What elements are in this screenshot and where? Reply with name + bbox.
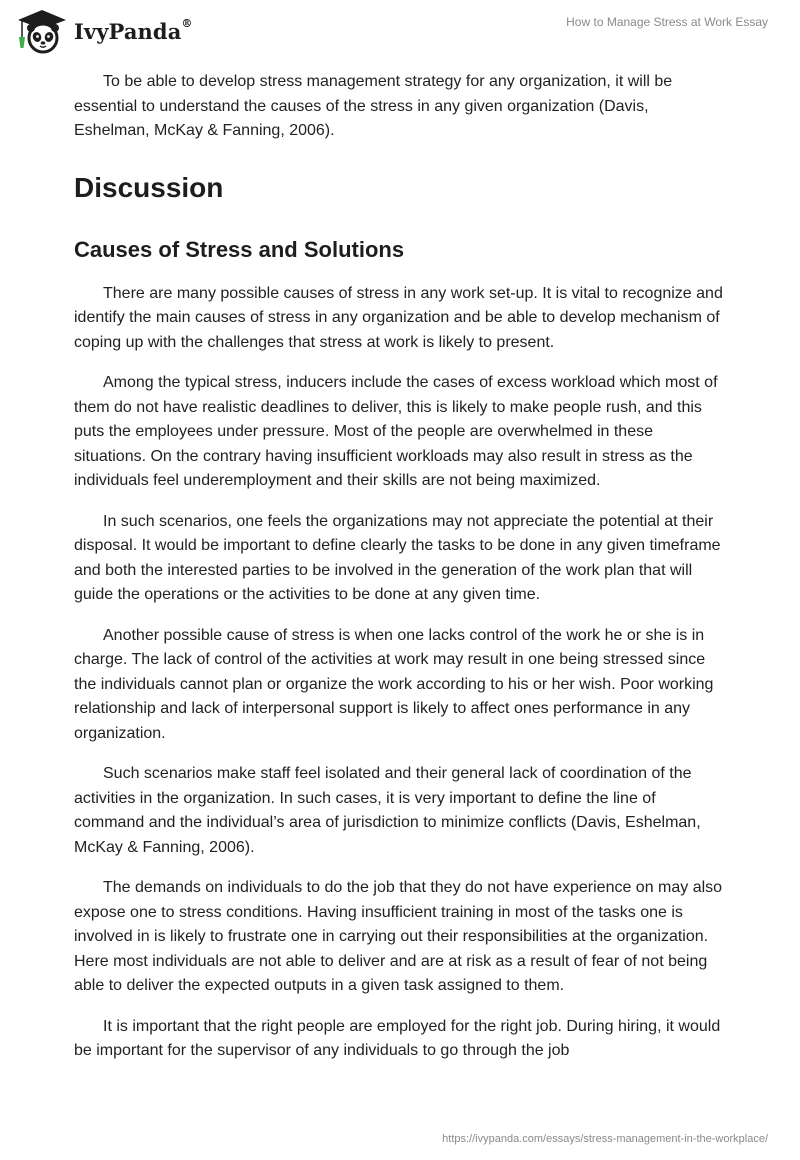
ivypanda-logo[interactable]	[16, 8, 193, 54]
panda-graduate-icon	[16, 8, 68, 54]
body-paragraph: It is important that the right people are employed for the right job. During hiring, it would be important for the supervisor of any individuals to go through the job	[74, 1017, 721, 1059]
body-paragraph: Such scenarios make staff feel isolated and their general lack of coordination of the activities in the organization. In such cases, it is very important to define the line of command and the individual’s area of jurisdiction to minimize conflicts (Davis, Eshelman, McKay & Fanning, 2006).	[74, 765, 701, 856]
source-url[interactable]: https://ivypanda.com/essays/stress-management-in-the-workplace/	[442, 1133, 768, 1145]
subsection-heading: Causes of Stress and Solutions	[74, 236, 405, 262]
intro-paragraph: To be able to develop stress management strategy for any organization, it will be essential to understand the causes of the stress in any given organization (Davis, Eshelman, McKay & Fanning, 2006).	[74, 73, 673, 139]
body-paragraph: There are many possible causes of stress in any work set-up. It is vital to recognize and identify the main causes of stress in any organization and be able to develop mechanism of coping up with the challenges that stress at work is likely to present.	[74, 284, 723, 351]
body-paragraph: Another possible cause of stress is when one lacks control of the work he or she is in charge. The lack of control of the activities at work may result in one being stressed since the individuals cannot plan or organize the work according to his or her wish. Poor working relationship and lack of interpersonal support is likely to affect ones performance in any organization.	[74, 626, 714, 742]
section-heading: Discussion	[74, 171, 224, 203]
essay-content	[74, 70, 726, 1080]
body-paragraph: In such scenarios, one feels the organizations may not appreciate the potential at their disposal. It would be important to define clearly the tasks to be done in any given timeframe and both the interested parties to be involved in the generation of the work plan that will guide the operations or the activities to be done at any given time.	[74, 512, 721, 603]
registered-mark: ®	[181, 16, 193, 30]
brand-name: IvyPanda®	[74, 16, 193, 44]
document-title: How to Manage Stress at Work Essay	[566, 15, 768, 29]
body-paragraph: The demands on individuals to do the job that they do not have experience on may also expose one to stress conditions. Having insufficient training in most of the tasks one is involved in is likely to frustrate one in carrying out their responsibilities at the organization. Here most individuals are not able to deliver and are at risk as a result of fear of not being able to deliver the expected outputs in a given task assigned to them.	[74, 879, 723, 994]
page-header	[0, 0, 800, 62]
body-paragraph: Among the typical stress, inducers include the cases of excess workload which most of them do not have realistic deadlines to deliver, this is likely to make people rush, and this puts the employees under pressure. Most of the people are overwhelmed in these situations. On the contrary having insufficient workloads may also result in stress as the individuals feel underemployment and their skills are not being maximized.	[74, 374, 718, 489]
